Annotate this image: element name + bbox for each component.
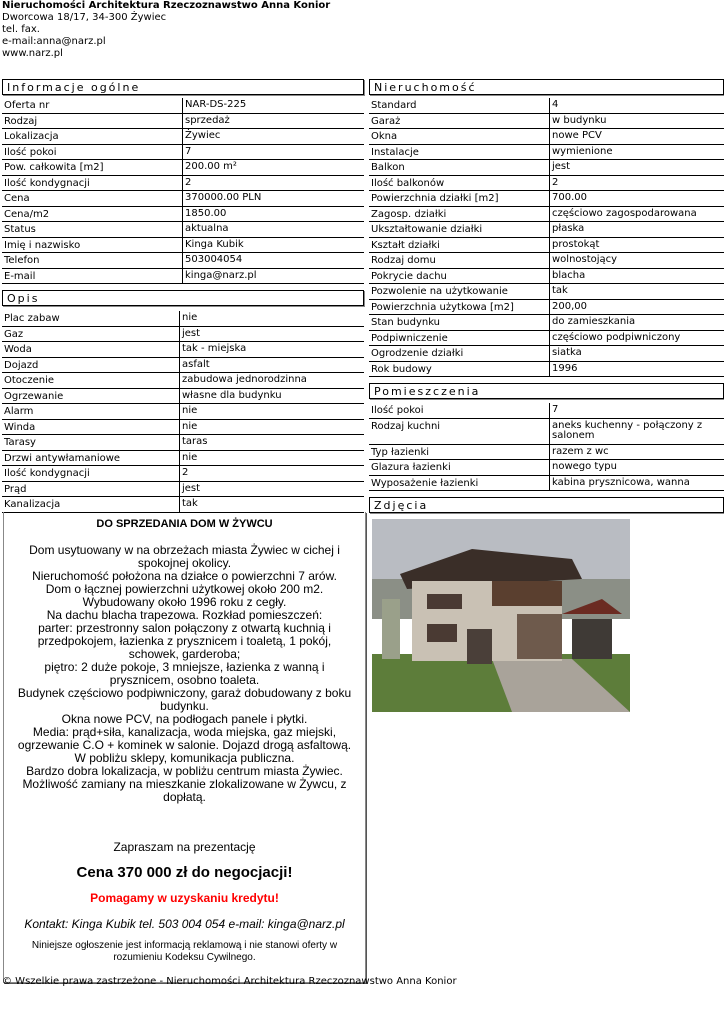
row-value: 2 [182,467,189,478]
table-row [2,327,364,343]
table-row [2,253,364,269]
table-row [369,460,724,476]
table-row [2,311,364,327]
column-divider [549,176,550,192]
row-label: Okna [371,131,398,142]
section-photos-title: Zdjęcia [369,497,724,513]
row-value: kinga@narz.pl [185,269,257,281]
row-label: Instalacje [371,146,419,158]
row-value: Żywiec [185,130,221,141]
table-row [2,222,364,238]
row-label: Garaż [371,115,401,127]
row-value: taras [182,436,208,447]
row-label: Ilość kondygnacji [4,468,90,479]
row-label: Ogrodzenie działki [371,348,464,359]
section-general-title: Informacje ogólne [2,79,364,95]
row-value: nowe PCV [552,130,602,141]
table-row [2,373,364,389]
row-value: 370000.00 PLN [185,192,262,203]
column-divider [549,403,550,419]
column-divider [549,460,550,476]
table-row [369,315,724,331]
row-value: NAR-DS-225 [185,99,247,110]
row-value: razem z wc [552,445,609,457]
table-row [2,207,364,223]
ad-contact: Kontakt: Kinga Kubik tel. 503 004 054 e-mail: kinga@narz.pl [24,917,345,931]
table-row [2,466,364,482]
row-label: Plac zabaw [4,313,60,324]
row-label: Dojazd [4,359,39,371]
row-value: nie [182,451,198,463]
row-value: 7 [552,404,559,415]
agency-email: e-mail:anna@narz.pl [2,36,106,47]
row-label: Rodzaj [4,115,38,127]
table-row [2,191,364,207]
row-value: w budynku [552,114,607,126]
agency-address: Dworcowa 18/17, 34-300 Żywiec [2,12,167,23]
column-divider [549,145,550,161]
table-row [2,160,364,176]
agency-phone: tel. fax. [2,24,40,35]
column-divider [179,342,180,358]
table-row [2,404,364,420]
column-divider [179,389,180,405]
table-row [2,497,364,513]
ad-body-line: Budynek częściowo podpiwniczony, garaż dobudowany z boku budynku. [17,686,352,713]
row-value: 200.00 m² [185,161,237,172]
row-label: E-mail [4,270,36,282]
row-value: aktualna [185,223,229,234]
ad-body-line: Dom usytuowany w na obrzeżach miasta Żywiec w cichej i spokojnej okolicy. [29,543,340,570]
table-row [2,358,364,374]
agency-header [2,0,330,60]
column-divider [549,238,550,254]
row-label: Pow. całkowita [m2] [4,162,104,173]
row-label: Winda [4,421,36,433]
column-divider [179,482,180,498]
ad-disclaimer: Niniejsze ogłoszenie jest informacją reklamową i nie stanowi oferty w rozumieniu Kodeksu Cywilnego. [31,940,338,963]
column-divider [549,253,550,269]
row-value: prostokąt [552,238,600,250]
row-value: częściowo podpiwniczony [552,331,681,343]
row-label: Wyposażenie łazienki [371,477,479,489]
row-value: nowego typu [552,461,617,472]
row-value: jest [182,327,201,339]
table-row [2,389,364,405]
row-label: Prąd [4,483,27,495]
column-divider [549,476,550,492]
row-label: Status [4,224,36,235]
row-label: Telefon [4,255,40,266]
row-value: częściowo zagospodarowana [552,207,697,219]
table-row [369,331,724,347]
column-divider [549,300,550,316]
row-value: wymienione [552,145,613,157]
row-label: Oferta nr [4,100,50,111]
ad-body-line: Bardzo dobra lokalizacja, w pobliżu centrum miasta Żywiec. [26,764,343,778]
row-label: Kształt działki [371,239,440,251]
column-divider [179,466,180,482]
column-divider [182,160,183,176]
row-label: Ilość pokoi [4,146,57,158]
ad-body-line: Nieruchomość położona na działce o powierzchni 7 arów. [32,569,337,583]
column-divider [182,114,183,130]
ad-body-line: W pobliżu sklepy, komunikacja publiczna. [74,751,295,765]
table-row [369,300,724,316]
column-divider [179,358,180,374]
row-value: tak [552,285,568,296]
row-value: własne dla budynku [182,389,282,401]
row-label: Imię i nazwisko [4,239,81,251]
column-divider [179,404,180,420]
row-value: asfalt [182,358,210,370]
table-row [369,362,724,378]
row-value: 700.00 [552,192,587,203]
row-label: Pozwolenie na użytkowanie [371,286,508,297]
row-label: Stan budynku [371,317,441,328]
column-divider [182,207,183,223]
row-value: siatka [552,347,582,358]
column-divider [549,129,550,145]
row-label: Standard [371,100,417,111]
column-divider [179,373,180,389]
column-divider [549,445,550,461]
row-label: Alarm [4,406,34,417]
column-divider [549,315,550,331]
table-row [2,451,364,467]
table-row [2,420,364,436]
column-divider [182,191,183,207]
row-value: kabina prysznicowa, wanna [552,476,690,488]
column-divider [179,497,180,513]
row-label: Ilość balkonów [371,177,445,189]
row-label: Rodzaj domu [371,255,436,266]
row-value: nie [182,312,198,323]
column-divider [182,129,183,145]
table-row [2,269,364,285]
row-label: Lokalizacja [4,131,59,142]
table-row [2,98,364,114]
column-divider [549,98,550,114]
table-row [369,98,724,114]
row-value: 2 [185,176,192,188]
table-row [369,129,724,145]
row-value: 200,00 [552,300,587,312]
row-value: 503004054 [185,254,243,265]
column-divider [179,327,180,343]
row-label: Gaz [4,328,24,340]
table-row [369,114,724,130]
table-row [2,435,364,451]
row-label: Rodzaj kuchni [371,420,441,432]
row-value: 1850.00 [185,207,227,219]
table-row [369,403,724,419]
ad-credit: Pomagamy w uzyskaniu kredytu! [90,891,279,905]
row-label: Ukształtowanie działki [371,224,483,235]
row-label: Ilość kondygnacji [4,177,90,189]
row-value: nie [182,405,198,416]
table-row [369,269,724,285]
column-divider [549,222,550,238]
column-divider [549,269,550,285]
table-row [369,176,724,192]
column-divider [549,346,550,362]
column-divider [179,420,180,436]
row-label: Podpiwniczenie [371,332,448,344]
row-value: jest [182,482,201,494]
footer-copyright: © Wszelkie prawa zastrzeżone - Nieruchomości Architektura Rzeczoznawstwo Anna Konior [2,976,457,987]
table-row [369,253,724,269]
table-row [2,482,364,498]
table-row [369,419,724,445]
agency-name: Nieruchomości Architektura Rzeczoznawstwo Anna Konior [2,0,331,11]
ad-body [4,544,365,804]
row-label: Tarasy [4,437,36,448]
row-label: Balkon [371,162,405,173]
column-divider [179,435,180,451]
column-divider [182,253,183,269]
section-property-title: Nieruchomość [369,79,724,95]
row-value: nie [182,420,198,432]
row-value: zabudowa jednorodzinna [182,374,307,385]
column-divider [549,284,550,300]
table-row [2,238,364,254]
table-row [369,346,724,362]
row-value: 4 [552,99,559,110]
row-value: 7 [185,145,192,157]
table-row [369,191,724,207]
ad-body-line: Dom o łącznej powierzchni użytkowej około 200 m2. Wybudowany około 1996 roku z cegły. [45,582,324,609]
ad-description [3,512,366,983]
row-value: wolnostojący [552,254,618,265]
table-row [2,114,364,130]
table-row [2,145,364,161]
row-label: Pokrycie dachu [371,270,447,282]
row-value: 1996 [552,362,578,374]
row-label: Cena [4,193,30,204]
table-row [2,176,364,192]
table-row [2,129,364,145]
column-divider [179,311,180,327]
column-divider [549,419,550,445]
column-divider [549,207,550,223]
row-label: Cena/m2 [4,208,50,220]
row-value: jest [552,161,571,172]
ad-body-line: Okna nowe PCV, na podłogach panele i płytki. [61,712,308,726]
ad-price: Cena 370 000 zł do negocjacji! [76,864,293,881]
row-value: tak - miejska [182,343,247,354]
row-value: do zamieszkania [552,316,636,327]
property-photo[interactable] [372,519,630,712]
house-photo-image [372,519,630,712]
column-divider [182,238,183,254]
column-divider [549,114,550,130]
table-row [369,238,724,254]
row-label: Powierzchnia działki [m2] [371,193,499,204]
row-label: Rok budowy [371,363,432,375]
table-row [369,145,724,161]
table-row [2,342,364,358]
row-label: Powierzchnia użytkowa [m2] [371,301,514,313]
table-row [369,160,724,176]
column-divider [182,145,183,161]
column-divider [182,98,183,114]
row-label: Drzwi antywłamaniowe [4,452,121,464]
table-row [369,476,724,492]
table-row [369,207,724,223]
row-value: Kinga Kubik [185,238,244,250]
column-divider [182,269,183,285]
row-label: Kanalizacja [4,499,61,510]
row-value: aneks kuchenny - połączony z salonem [552,419,703,441]
table-row [369,222,724,238]
column-divider [549,160,550,176]
row-value: tak [182,498,198,509]
row-label: Glazura łazienki [371,462,451,473]
column-divider [182,222,183,238]
column-divider [549,191,550,207]
ad-body-line: piętro: 2 duże pokoje, 3 mniejsze, łazienka z wanną i prysznicem, osobno toaleta. [44,660,325,687]
section-rooms-title: Pomieszczenia [369,383,724,399]
row-label: Zagosp. działki [371,208,447,220]
ad-invite: Zapraszam na prezentację [113,840,256,854]
row-value: płaska [552,223,585,234]
column-divider [182,176,183,192]
ad-title: DO SPRZEDANIA DOM W ŻYWCU [96,518,273,530]
ad-body-line: Możliwość zamiany na mieszkanie zlokalizowane w Żywcu, z dopłatą. [22,777,347,804]
column-divider [549,362,550,378]
row-label: Otoczenie [4,375,55,386]
ad-body-line: Media: prąd+siła, kanalizacja, woda miejska, gaz miejski, ogrzewanie C.O + kominek w salonie. Dojazd drogą asfaltową. [17,725,352,752]
row-value: sprzedaż [185,114,230,126]
agency-website: www.narz.pl [2,48,63,59]
row-label: Typ łazienki [371,446,430,458]
ad-body-line: Na dachu blacha trapezowa. Rozkład pomieszczeń: [46,608,323,622]
row-label: Woda [4,344,32,355]
row-value: blacha [552,269,586,281]
table-row [369,445,724,461]
column-divider [549,331,550,347]
row-label: Ilość pokoi [371,405,424,416]
section-description-title: Opis [2,290,364,306]
ad-body-line: parter: przestronny salon połączony z otwartą kuchnią i przedpokojem, łazienka z prysznicem i toaletą, 1 pokój, schowek, garderoba; [37,621,332,661]
row-label: Ogrzewanie [4,390,64,402]
row-value: 2 [552,176,559,188]
column-divider [179,451,180,467]
table-row [369,284,724,300]
